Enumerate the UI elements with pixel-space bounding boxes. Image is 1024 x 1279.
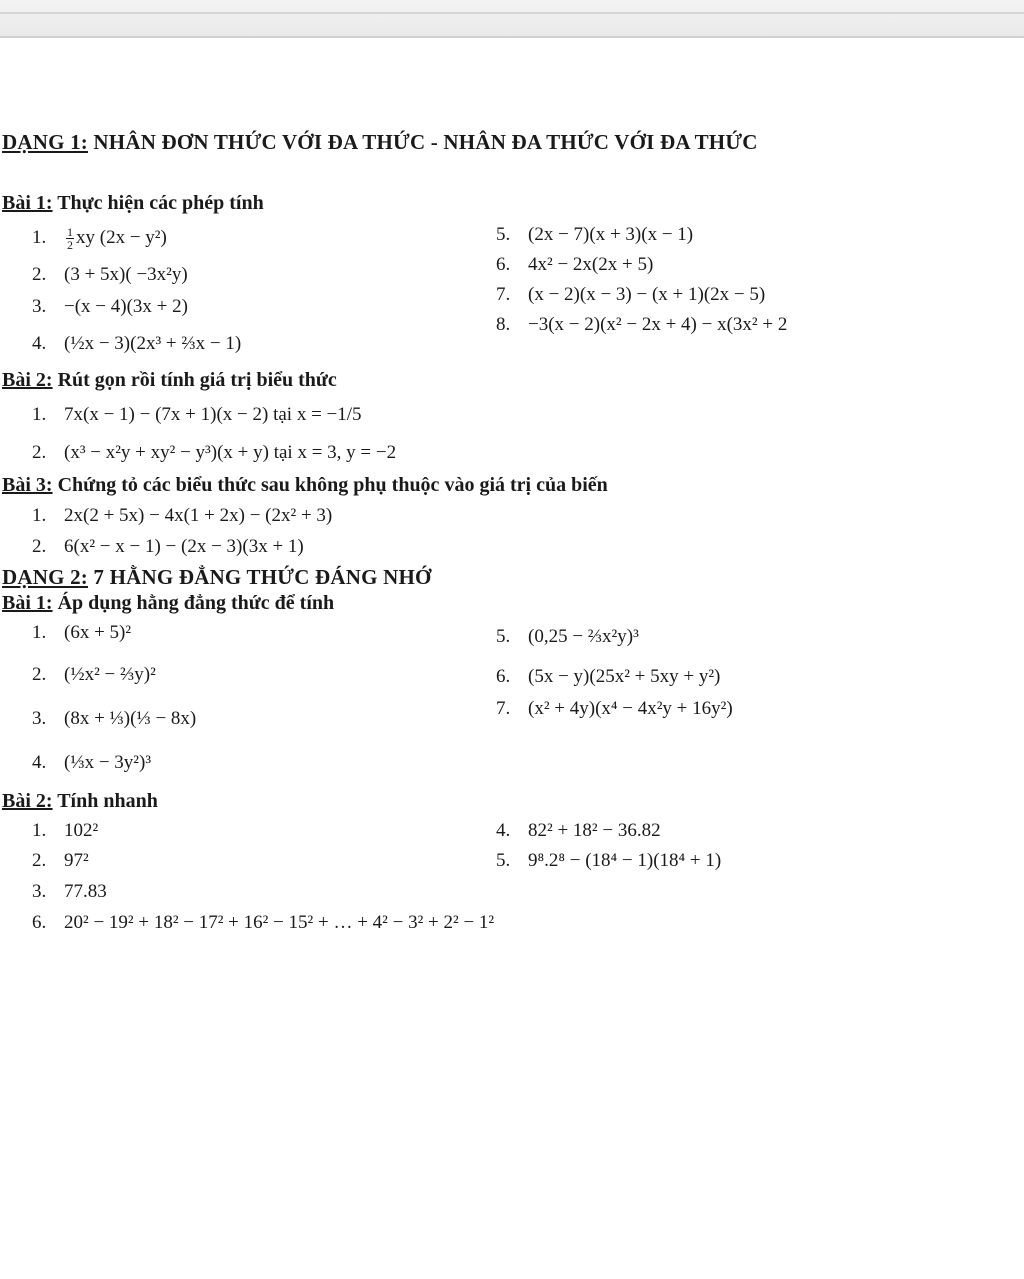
item-expression: −(x − 4)(3x + 2) <box>64 296 188 317</box>
item-expression: (8x + ⅓)(⅓ − 8x) <box>64 708 197 729</box>
dang1-heading-prefix: DẠNG 1: <box>2 130 88 154</box>
dang1-bai1-item-3 <box>32 296 188 318</box>
item-number: 3. <box>32 708 47 729</box>
item-expression: (½x² − ⅔y)² <box>64 664 156 685</box>
dang2-heading-text: 7 HẰNG ĐẲNG THỨC ĐÁNG NHỚ <box>87 565 432 589</box>
item-expression: (½x − 3)(2x³ + ⅔x − 1) <box>64 333 242 354</box>
item-expression: 97² <box>64 850 89 871</box>
dang1-bai3-item-1 <box>32 505 332 527</box>
dang2-bai2-label: Bài 2: <box>2 790 53 812</box>
item-expression: (⅓x − 3y²)³ <box>64 752 152 773</box>
item-number: 8. <box>496 314 511 335</box>
item-expression: (3 + 5x)( −3x²y) <box>64 264 188 285</box>
dang2-bai2-text: Tính nhanh <box>52 790 158 812</box>
dang2-bai1-label: Bài 1: <box>2 592 53 614</box>
item-number: 4. <box>32 333 47 354</box>
item-number: 6. <box>32 912 47 933</box>
dang2-bai1-text: Áp dụng hằng đẳng thức để tính <box>52 592 335 614</box>
dang1-bai2-text: Rút gọn rồi tính giá trị biểu thức <box>52 369 337 391</box>
dang2-bai2-item-4 <box>496 820 661 842</box>
dang1-bai3-title <box>2 474 608 497</box>
item-number: 4. <box>496 820 511 841</box>
dang1-bai1-title <box>2 192 264 215</box>
dang1-bai1-item-4 <box>32 333 241 355</box>
item-number: 2. <box>32 664 47 685</box>
dang1-bai1-item-8 <box>496 314 787 336</box>
item-expression: 7x(x − 1) − (7x + 1)(x − 2) tại x = −1/5 <box>64 404 362 425</box>
dang1-bai2-title <box>2 369 337 392</box>
item-number: 2. <box>32 536 47 557</box>
dang1-bai2-label: Bài 2: <box>2 369 53 391</box>
dang2-bai2-title <box>2 790 158 813</box>
item-expression: (x³ − x²y + xy² − y³)(x + y) tại x = 3, y = −2 <box>64 442 397 463</box>
fraction-numerator: 1 <box>67 225 73 239</box>
item-expression: (x² + 4y)(x⁴ − 4x²y + 16y²) <box>528 698 733 719</box>
item-expression: (x − 2)(x − 3) − (x + 1)(2x − 5) <box>528 284 766 305</box>
item-expression: 82² + 18² − 36.82 <box>528 820 661 841</box>
dang1-bai2-item-1 <box>32 404 362 426</box>
item-number: 5. <box>496 224 511 245</box>
item-number: 5. <box>496 850 511 871</box>
item-expression: 6(x² − x − 1) − (2x − 3)(3x + 1) <box>64 536 304 557</box>
item-number: 3. <box>32 881 47 902</box>
item-number: 1. <box>32 226 47 248</box>
item-expression: 20² − 19² + 18² − 17² + 16² − 15² + … + 4² − 3² + 2² − 1² <box>64 912 495 933</box>
dang2-bai2-item-1 <box>32 820 98 842</box>
dang2-bai1-item-4 <box>32 752 151 774</box>
item-number: 4. <box>32 752 47 773</box>
dang2-bai1-item-7 <box>496 698 733 720</box>
item-expression: (0,25 − ⅔x²y)³ <box>528 626 639 647</box>
item-number: 1. <box>32 404 47 425</box>
dang1-bai1-item-2 <box>32 264 188 286</box>
dang2-bai2-item-2 <box>32 850 89 872</box>
dang2-bai1-item-5 <box>496 626 639 648</box>
item-expression: 4x² − 2x(2x + 5) <box>528 254 654 275</box>
item-number: 1. <box>32 820 47 841</box>
dang1-bai1-item-6 <box>496 254 653 276</box>
dang1-bai3-text: Chứng tỏ các biểu thức sau không phụ thuộc vào giá trị của biến <box>52 474 608 496</box>
item-expression: 2x(2 + 5x) − 4x(1 + 2x) − (2x² + 3) <box>64 505 333 526</box>
item-expression: 9⁸.2⁸ − (18⁴ − 1)(18⁴ + 1) <box>528 850 722 871</box>
item-number: 6. <box>496 666 511 687</box>
dang1-bai1-label: Bài 1: <box>2 192 53 214</box>
dang2-heading-prefix: DẠNG 2: <box>2 565 88 589</box>
dang2-bai1-item-3 <box>32 708 196 730</box>
item-number: 7. <box>496 698 511 719</box>
dang2-bai1-item-1 <box>32 622 131 644</box>
dang1-bai1-text: Thực hiện các phép tính <box>52 192 264 214</box>
dang2-bai1-item-6 <box>496 666 720 688</box>
item-expression: (5x − y)(25x² + 5xy + y²) <box>528 666 721 687</box>
dang1-heading-text: NHÂN ĐƠN THỨC VỚI ĐA THỨC - NHÂN ĐA THỨC VỚI ĐA THỨC <box>87 130 758 154</box>
dang2-bai1-item-2 <box>32 664 156 686</box>
fraction <box>66 226 74 251</box>
item-expression: −3(x − 2)(x² − 2x + 4) − x(3x² + 2 <box>528 314 788 335</box>
dang2-bai2-item-3 <box>32 881 107 903</box>
dang2-heading <box>2 565 432 590</box>
item-number: 2. <box>32 264 47 285</box>
dang1-bai2-item-2 <box>32 442 396 464</box>
item-number: 2. <box>32 442 47 463</box>
item-number: 7. <box>496 284 511 305</box>
dang1-bai1-item-5 <box>496 224 693 246</box>
item-expression: (6x + 5)² <box>64 622 132 643</box>
item-number: 5. <box>496 626 511 647</box>
item-expression: 102² <box>64 820 99 841</box>
dang2-bai1-title <box>2 592 334 615</box>
item-number: 3. <box>32 296 47 317</box>
item-number: 1. <box>32 622 47 643</box>
item-number: 1. <box>32 505 47 526</box>
dang1-bai1-item-7 <box>496 284 765 306</box>
dang1-bai3-item-2 <box>32 536 304 558</box>
fraction-denominator: 2 <box>67 238 73 252</box>
dang1-bai1-item-1 <box>32 226 167 251</box>
item-expression: xy (2x − y²) <box>76 226 167 248</box>
item-number: 2. <box>32 850 47 871</box>
dang2-bai2-item-5 <box>496 850 721 872</box>
dang2-bai2-item-6 <box>32 912 494 934</box>
dang1-bai3-label: Bài 3: <box>2 474 53 496</box>
item-number: 6. <box>496 254 511 275</box>
item-expression: 77.83 <box>64 881 107 902</box>
item-expression: (2x − 7)(x + 3)(x − 1) <box>528 224 694 245</box>
dang1-heading <box>2 130 758 155</box>
